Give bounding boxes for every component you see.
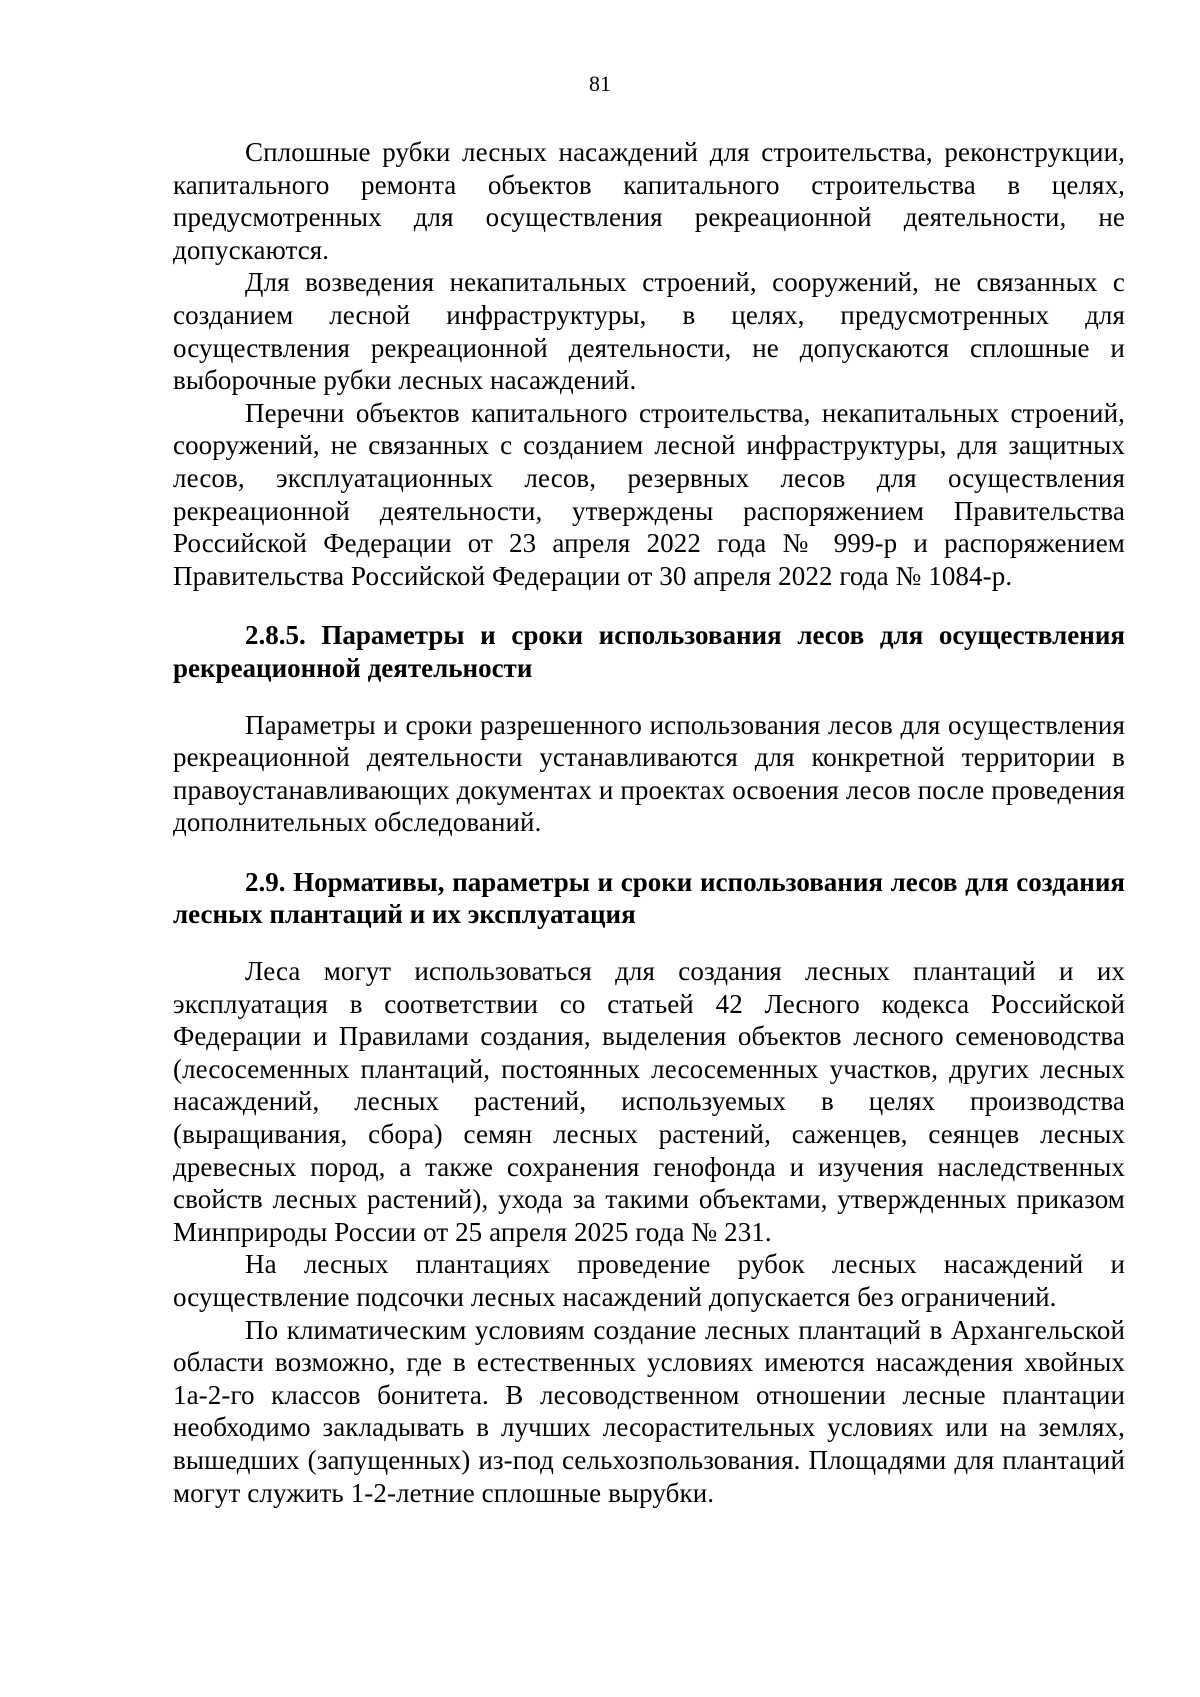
spacer [173, 685, 1125, 709]
paragraph-recreation-parameters: Параметры и сроки разрешенного использования лесов для осуществления рекреационной деятельности устанавливаются для конкретной территории в правоустанавливающих документах и проектах освоения лесов после проведения дополнительных обследований. [173, 709, 1125, 838]
page-number: 81 [589, 71, 611, 96]
spacer [173, 839, 1125, 866]
paragraph-plantation-cutting: На лесных плантациях проведение рубок лесных насаждений и осуществление подсочки лесных насаждений допускается без ограничений. [173, 1249, 1125, 1312]
paragraph-non-capital-structures: Для возведения некапитальных строений, сооружений, не связанных с созданием лесной инфраструктуры, в целях, предусмотренных для осуществления рекреационной деятельности, не допускаются сплошные и выборочные рубки лесных насаждений. [173, 267, 1125, 396]
paragraph-climatic-conditions: По климатическим условиям создание лесных плантаций в Архангельской области возможно, где в естественных условиях имеются насаждения хвойных 1а-2-го классов бонитета. В лесоводственном отношении лесные плантации необходимо закладывать в лучших лесорастительных условиях или на землях, вышедших (запущенных) из-под сельхозпользования. Площадями для плантаций могут служить 1-2-летние сплошные вырубки. [173, 1314, 1125, 1508]
document-body [173, 136, 1125, 1509]
section-heading-2-8-5: 2.8.5. Параметры и сроки использования лесов для осуществления рекреационной деятельности [173, 620, 1125, 683]
spacer [173, 931, 1125, 955]
paragraph-clear-cutting: Сплошные рубки лесных насаждений для строительства, реконструкции, капитального ремонта объектов капитального строительства в целях, предусмотренных для осуществления рекреационной деятельности, не допускаются. [173, 137, 1125, 265]
paragraph-forest-plantations-use: Леса могут использоваться для создания лесных плантаций и их эксплуатация в соответствии со статьей 42 Лесного кодекса Российской Федерации и Правилами создания, выделения объектов лесного семеноводства (лесосеменных плантаций, постоянных лесосеменных участков, других лесных насаждений, лесных растений, используемых в целях производства (выращивания, сбора) семян лесных растений, саженцев, сеянцев лесных древесных пород, а также сохранения генофонда и изучения наследственных свойств лесных растений), ухода за такими объектами, утвержденных приказом Минприроды России от 25 апреля 2025 года № 231. [173, 956, 1125, 1247]
paragraph-object-lists: Перечни объектов капитального строительства, некапитальных строений, сооружений, не связанных с созданием лесной инфраструктуры, для защитных лесов, эксплуатационных лесов, резервных лесов для осуществления рекреационной деятельности, утверждены распоряжением Правительства Российской Федерации от 23 апреля 2022 года № 999-р и распоряжением Правительства Российской Федерации от 30 апреля 2022 года № 1084-р. [173, 397, 1125, 591]
spacer [173, 592, 1125, 619]
section-heading-2-9: 2.9. Нормативы, параметры и сроки использования лесов для создания лесных плантаций и их эксплуатация [173, 866, 1125, 930]
